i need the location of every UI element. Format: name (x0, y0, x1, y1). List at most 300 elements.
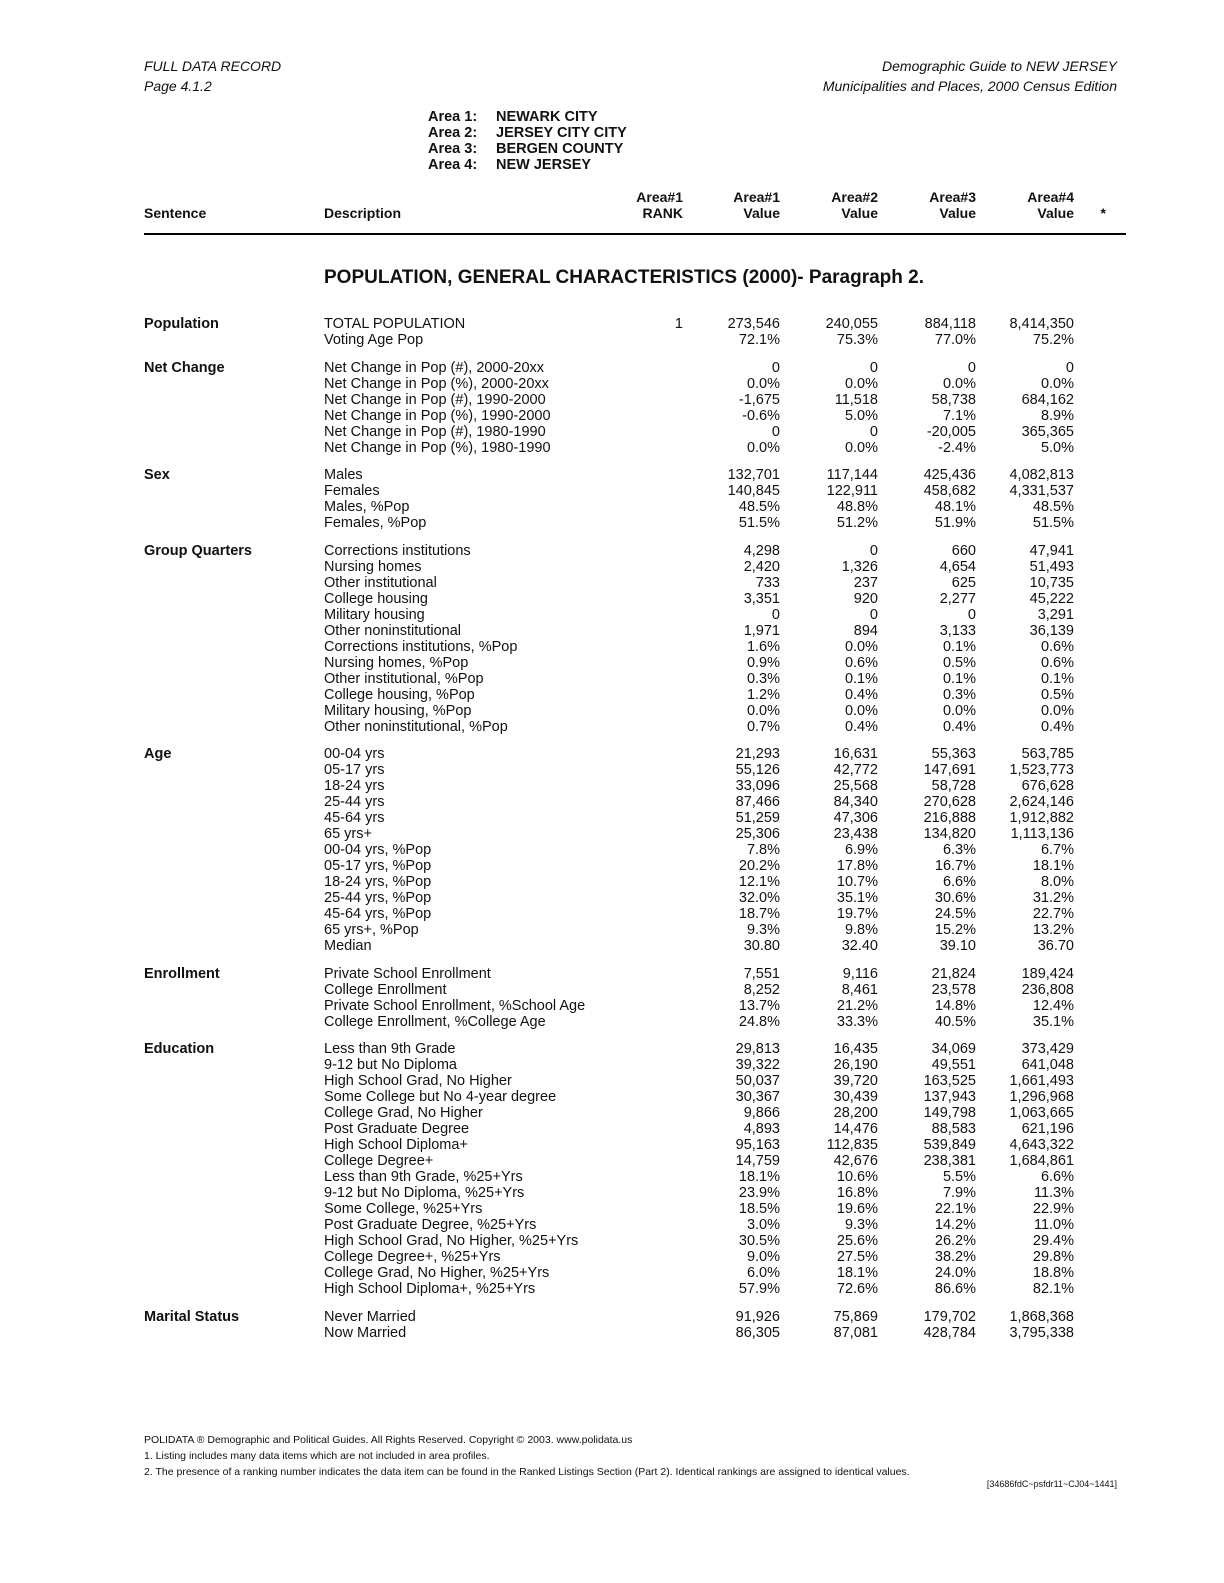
area4-value: 0.6% (1040, 638, 1074, 655)
area2-value: 117,144 (826, 467, 878, 483)
area3-value: 216,888 (923, 810, 976, 826)
row-description: College housing (324, 590, 428, 607)
area3-value: 38.2% (934, 1249, 976, 1265)
area3-value: 0.1% (942, 638, 976, 655)
area2-value: 0 (869, 423, 878, 440)
table-row (0, 922, 1224, 938)
area3-value: 58,728 (931, 778, 976, 794)
area1-value: 95,163 (735, 1137, 780, 1153)
area-4: Area 4: NEW JERSEY (428, 157, 592, 173)
area1-value: 9.3% (746, 922, 780, 938)
area-list (428, 109, 627, 173)
table-group (0, 1309, 1224, 1341)
area4-value: 51.5% (1032, 515, 1074, 531)
area1-value: 87,466 (735, 794, 780, 810)
table-row (0, 408, 1224, 424)
area1-value: 86,305 (735, 1324, 780, 1341)
area4-value: 75.2% (1032, 332, 1074, 348)
row-description: 9-12 but No Diploma (324, 1057, 457, 1073)
row-description: Net Change in Pop (%), 2000-20xx (324, 375, 549, 392)
area3-value: 86.6% (934, 1281, 976, 1297)
area2-value: 16,435 (833, 1041, 878, 1057)
area3-value: 5.5% (942, 1169, 976, 1185)
table-row (0, 591, 1224, 607)
row-description: Other institutional (324, 574, 437, 591)
area3-value: 15.2% (934, 922, 976, 938)
area1-value: 8,252 (743, 981, 780, 998)
table-row (0, 316, 1224, 332)
area2-value: 1,326 (841, 558, 878, 575)
area3-value: 7.1% (942, 407, 976, 424)
row-description: 18-24 yrs, %Pop (324, 874, 432, 890)
table-row (0, 1014, 1224, 1030)
table-row (0, 826, 1224, 842)
row-description: 9-12 but No Diploma, %25+Yrs (324, 1185, 525, 1201)
area4-value: 684,162 (1021, 391, 1074, 408)
area2-value: 10.6% (836, 1169, 878, 1185)
area1-value: 29,813 (735, 1041, 780, 1057)
area4-value: 11.0% (1033, 1217, 1074, 1233)
area4-value: 0.0% (1040, 702, 1074, 719)
area2-value: 33.3% (836, 1013, 878, 1030)
area2-value: 17.8% (836, 858, 878, 874)
table-row (0, 671, 1224, 687)
area1-value: 51.5% (738, 515, 780, 531)
row-description: Voting Age Pop (324, 332, 424, 348)
row-description: Private School Enrollment (324, 965, 491, 982)
area1-value: 50,037 (735, 1073, 780, 1089)
area3-value: 0 (967, 606, 976, 623)
area4-value: 1,684,861 (1009, 1153, 1074, 1169)
area1-value: 1,971 (743, 622, 780, 639)
row-description: Other noninstitutional, %Pop (324, 718, 508, 735)
area1-value: 48.5% (738, 499, 780, 515)
area2-value: 16,631 (833, 746, 878, 762)
row-description: Post Graduate Degree (324, 1121, 470, 1137)
area1-value: 0 (771, 606, 780, 623)
footnote-1: 1. Listing includes many data items which are not included in area profiles. (144, 1450, 490, 1462)
row-description: College Enrollment (324, 981, 447, 998)
area4-value: 0.5% (1040, 686, 1074, 703)
area3-value: 0 (967, 359, 976, 376)
area4-value: 2,624,146 (1009, 794, 1074, 810)
area4-value: 3,795,338 (1009, 1324, 1074, 1341)
area4-value: 563,785 (1021, 746, 1074, 762)
area2-value: 122,911 (826, 483, 878, 499)
area2-value: 0.1% (844, 670, 878, 687)
area-2: Area 2: JERSEY CITY CITY (428, 125, 627, 141)
area1-value: 12.1% (738, 874, 780, 890)
area1-value: 30.80 (743, 938, 780, 954)
row-description: Private School Enrollment, %School Age (324, 997, 586, 1014)
area2-value: 21.2% (836, 997, 878, 1014)
table-row (0, 515, 1224, 531)
col-area4: Area#4 Value (1027, 189, 1074, 221)
header-left (144, 56, 281, 96)
area3-value: 0.3% (942, 686, 976, 703)
area1-value: -0.6% (742, 407, 780, 424)
area2-value: 19.6% (836, 1201, 878, 1217)
copyright: POLIDATA ® Demographic and Political Guides. All Rights Reserved. Copyright © 2003. www.polidata.us (144, 1434, 633, 1446)
area4-value: 8.9% (1040, 407, 1074, 424)
area3-value: 23,578 (931, 981, 976, 998)
row-description: Some College but No 4-year degree (324, 1089, 557, 1105)
area1-value: 6.0% (746, 1265, 780, 1281)
row-description: Net Change in Pop (#), 2000-20xx (324, 359, 545, 376)
area4-value: 0.6% (1040, 654, 1074, 671)
area4-value: 1,296,968 (1009, 1089, 1074, 1105)
area1-value: 7,551 (743, 965, 780, 982)
table-row (0, 938, 1224, 954)
table-row (0, 376, 1224, 392)
area4-value: 4,643,322 (1009, 1137, 1074, 1153)
area2-value: 27.5% (836, 1249, 878, 1265)
sentence-label: Sex (144, 467, 170, 483)
table-row (0, 890, 1224, 906)
area1-value: 3.0% (746, 1217, 780, 1233)
row-description: 45-64 yrs (324, 810, 385, 826)
table-row (0, 810, 1224, 826)
area4-value: 236,808 (1021, 981, 1074, 998)
record-type: FULL DATA RECORD (144, 58, 282, 74)
area4-value: 47,941 (1029, 542, 1074, 559)
row-description: Net Change in Pop (#), 1980-1990 (324, 423, 546, 440)
table-row (0, 746, 1224, 762)
area3-value: 0.4% (942, 718, 976, 735)
area4-value: 29.4% (1032, 1233, 1074, 1249)
area3-value: 134,820 (923, 826, 976, 842)
row-description: 00-04 yrs (324, 746, 385, 762)
area4-value: 641,048 (1021, 1057, 1074, 1073)
area3-value: 884,118 (924, 316, 976, 332)
row-description: 18-24 yrs (324, 778, 385, 794)
area4-value: 621,196 (1021, 1121, 1074, 1137)
table-row (0, 1121, 1224, 1137)
table-row (0, 623, 1224, 639)
footer (144, 1432, 910, 1480)
area4-value: 12.4% (1032, 997, 1074, 1014)
area2-value: 14,476 (833, 1121, 878, 1137)
area2-value: 26,190 (833, 1057, 878, 1073)
area3-value: -2.4% (938, 439, 976, 456)
table-row (0, 639, 1224, 655)
area1-value: 72.1% (738, 332, 780, 348)
row-description: Now Married (324, 1324, 407, 1341)
area2-value: 16.8% (836, 1185, 878, 1201)
section-title: POPULATION, GENERAL CHARACTERISTICS (2000)- Paragraph 2. (324, 267, 925, 288)
row-description: Males (324, 467, 363, 483)
area4-value: 51,493 (1029, 558, 1074, 575)
area1-value: 18.5% (738, 1201, 780, 1217)
area1-value: 21,293 (735, 746, 780, 762)
area3-value: 270,628 (923, 794, 976, 810)
table-row (0, 858, 1224, 874)
area2-value: 42,676 (833, 1153, 878, 1169)
header-rule (144, 233, 1126, 235)
area2-value: 75.3% (836, 332, 878, 348)
area1-value: 20.2% (738, 858, 780, 874)
row-description: 00-04 yrs, %Pop (324, 842, 432, 858)
area3-value: 163,525 (923, 1073, 976, 1089)
area2-value: 30,439 (833, 1089, 878, 1105)
area2-value: 51.2% (836, 515, 878, 531)
area2-value: 42,772 (833, 762, 878, 778)
area3-value: 51.9% (934, 515, 976, 531)
area2-value: 47,306 (833, 810, 878, 826)
area3-value: 77.0% (934, 332, 976, 348)
area1-value: 273,546 (727, 316, 780, 332)
area4-value: 5.0% (1040, 439, 1074, 456)
area2-value: 240,055 (825, 316, 878, 332)
area4-value: 45,222 (1029, 590, 1074, 607)
area3-value: -20,005 (926, 423, 976, 440)
area3-value: 6.3% (942, 842, 976, 858)
table-group (0, 1041, 1224, 1297)
area-1: Area 1: NEWARK CITY (428, 109, 598, 125)
area1-value: 132,701 (727, 467, 780, 483)
area4-value: 1,912,882 (1009, 810, 1074, 826)
area3-value: 425,436 (923, 467, 976, 483)
area4-value: 18.1% (1032, 858, 1074, 874)
area1-value: 1.2% (746, 686, 780, 703)
area1-value: 4,298 (743, 542, 780, 559)
area1-value: 18.7% (738, 906, 780, 922)
area2-value: 0.6% (844, 654, 878, 671)
col-star: * (1100, 205, 1106, 221)
page-number: Page 4.1.2 (144, 78, 212, 94)
area2-value: 25,568 (833, 778, 878, 794)
area3-value: 30.6% (934, 890, 976, 906)
row-description: Corrections institutions, %Pop (324, 638, 518, 655)
col-description: Description (324, 205, 402, 221)
area3-value: 22.1% (934, 1201, 976, 1217)
table-row (0, 332, 1224, 348)
row-description: 05-17 yrs (324, 762, 385, 778)
row-description: College Enrollment, %College Age (324, 1013, 546, 1030)
area3-value: 4,654 (939, 558, 976, 575)
area2-value: 11,518 (834, 391, 878, 408)
area4-value: 0 (1065, 359, 1074, 376)
row-description: College Grad, No Higher, %25+Yrs (324, 1265, 550, 1281)
area4-value: 36.70 (1037, 938, 1074, 954)
row-description: Military housing (324, 606, 425, 623)
area3-value: 58,738 (931, 391, 976, 408)
row-description: Other noninstitutional (324, 622, 462, 639)
area1-value: 18.1% (738, 1169, 780, 1185)
row-description: Never Married (324, 1308, 416, 1325)
area3-value: 40.5% (934, 1013, 976, 1030)
area1-value: 51,259 (735, 810, 780, 826)
area1-value: 0.0% (746, 439, 780, 456)
area3-value: 48.1% (934, 499, 976, 515)
area4-value: 10,735 (1029, 574, 1074, 591)
row-description: High School Grad, No Higher, %25+Yrs (324, 1233, 579, 1249)
area1-value: 32.0% (738, 890, 780, 906)
area3-value: 539,849 (923, 1137, 976, 1153)
area2-value: 28,200 (833, 1105, 878, 1121)
area1-value: 55,126 (735, 762, 780, 778)
table-row (0, 543, 1224, 559)
area1-value: 13.7% (738, 997, 780, 1014)
area3-value: 2,277 (939, 590, 976, 607)
area4-value: 676,628 (1021, 778, 1074, 794)
area3-value: 14.8% (934, 997, 976, 1014)
area2-value: 25.6% (836, 1233, 878, 1249)
area4-value: 0.0% (1040, 375, 1074, 392)
area4-value: 1,661,493 (1009, 1073, 1074, 1089)
area4-value: 373,429 (1021, 1041, 1074, 1057)
area3-value: 0.1% (942, 670, 976, 687)
table-row (0, 982, 1224, 998)
table-row (0, 998, 1224, 1014)
table-row (0, 687, 1224, 703)
table-row (0, 440, 1224, 456)
table-group (0, 746, 1224, 954)
sentence-label: Education (144, 1041, 215, 1057)
table-row (0, 1073, 1224, 1089)
area3-value: 0.5% (942, 654, 976, 671)
table-row (0, 392, 1224, 408)
area1-value: 39,322 (735, 1057, 780, 1073)
area2-value: 75,869 (833, 1308, 878, 1325)
area3-value: 49,551 (931, 1057, 976, 1073)
area1-value: 4,893 (743, 1121, 780, 1137)
guide-title: Demographic Guide to NEW JERSEY (882, 58, 1117, 74)
area4-value: 4,331,537 (1009, 483, 1074, 499)
table-row (0, 794, 1224, 810)
table-row (0, 762, 1224, 778)
table-row (0, 1041, 1224, 1057)
area3-value: 179,702 (923, 1308, 976, 1325)
row-description: Less than 9th Grade (324, 1041, 456, 1057)
area2-value: 48.8% (836, 499, 878, 515)
area4-value: 48.5% (1032, 499, 1074, 515)
area3-value: 26.2% (934, 1233, 976, 1249)
area2-value: 112,835 (826, 1137, 878, 1153)
area1-value: 91,926 (735, 1308, 780, 1325)
area3-value: 660 (951, 542, 976, 559)
area2-value: 72.6% (836, 1281, 878, 1297)
row-description: TOTAL POPULATION (324, 316, 466, 332)
table-row (0, 1137, 1224, 1153)
area2-value: 0.4% (844, 718, 878, 735)
header-right (823, 56, 1117, 96)
area2-value: 0.0% (844, 638, 878, 655)
area1-value: 57.9% (738, 1281, 780, 1297)
sentence-label: Enrollment (144, 965, 220, 982)
area1-value: 33,096 (735, 778, 780, 794)
area3-value: 137,943 (923, 1089, 976, 1105)
area4-value: 11.3% (1033, 1185, 1074, 1201)
row-description: Females, %Pop (324, 515, 427, 531)
area4-value: 35.1% (1032, 1013, 1074, 1030)
row-description: Median (324, 938, 372, 954)
area1-value: 7.8% (746, 842, 780, 858)
table-row (0, 1325, 1224, 1341)
area1-value: 1.6% (746, 638, 780, 655)
area2-value: 0.4% (844, 686, 878, 703)
area2-value: 87,081 (833, 1324, 878, 1341)
row-description: High School Diploma+ (324, 1137, 468, 1153)
col-area3: Area#3 Value (929, 189, 976, 221)
table-row (0, 1309, 1224, 1325)
area2-value: 0 (869, 542, 878, 559)
area3-value: 458,682 (923, 483, 976, 499)
area3-value: 24.0% (934, 1265, 976, 1281)
row-description: Post Graduate Degree, %25+Yrs (324, 1217, 537, 1233)
table-row (0, 483, 1224, 499)
table-group (0, 543, 1224, 735)
table-row (0, 1265, 1224, 1281)
table-row (0, 906, 1224, 922)
table-row (0, 607, 1224, 623)
area3-value: 16.7% (934, 858, 976, 874)
row-description: Net Change in Pop (%), 1980-1990 (324, 439, 551, 456)
row-description: High School Diploma+, %25+Yrs (324, 1281, 536, 1297)
area4-value: 6.6% (1040, 1169, 1074, 1185)
row-description: 05-17 yrs, %Pop (324, 858, 432, 874)
area3-value: 238,381 (923, 1153, 976, 1169)
area4-value: 0.4% (1040, 718, 1074, 735)
area1-value: 2,420 (743, 558, 780, 575)
col-sentence: Sentence (144, 205, 207, 221)
area3-value: 428,784 (923, 1324, 976, 1341)
table-row (0, 1153, 1224, 1169)
area4-value: 13.2% (1032, 922, 1074, 938)
table-row (0, 360, 1224, 376)
row-description: College Grad, No Higher (324, 1105, 483, 1121)
area3-value: 147,691 (923, 762, 976, 778)
table-row (0, 1201, 1224, 1217)
table-group (0, 966, 1224, 1030)
table-row (0, 1281, 1224, 1297)
area4-value: 8,414,350 (1009, 316, 1074, 332)
area1-value: 0 (771, 359, 780, 376)
table-row (0, 1057, 1224, 1073)
area2-value: 84,340 (833, 794, 878, 810)
area4-value: 365,365 (1021, 423, 1074, 440)
table-row (0, 467, 1224, 483)
row-description: High School Grad, No Higher (324, 1073, 512, 1089)
area3-value: 14.2% (934, 1217, 976, 1233)
row-description: 25-44 yrs (324, 794, 385, 810)
row-description: College Degree+, %25+Yrs (324, 1249, 501, 1265)
area3-value: 149,798 (923, 1105, 976, 1121)
area1-value: 0 (771, 423, 780, 440)
table-row (0, 559, 1224, 575)
sentence-label: Group Quarters (144, 542, 252, 559)
area2-value: 9.3% (844, 1217, 878, 1233)
area4-value: 22.7% (1032, 906, 1074, 922)
area2-value: 9.8% (844, 922, 878, 938)
record-id: [34686fdC~psfdr11~CJ04~1441] (986, 1479, 1117, 1489)
table-row (0, 842, 1224, 858)
table-row (0, 1105, 1224, 1121)
guide-edition: Municipalities and Places, 2000 Census Edition (822, 78, 1117, 94)
table-row (0, 575, 1224, 591)
sentence-label: Population (144, 316, 219, 332)
table-row (0, 719, 1224, 735)
table-row (0, 1169, 1224, 1185)
data-table (0, 316, 1224, 1352)
area1-value: 24.8% (738, 1013, 780, 1030)
area4-value: 1,113,136 (1010, 826, 1074, 842)
table-row (0, 424, 1224, 440)
col-area1: Area#1 Value (733, 189, 780, 221)
area4-value: 189,424 (1021, 965, 1074, 982)
table-group (0, 360, 1224, 456)
area4-value: 31.2% (1032, 890, 1074, 906)
